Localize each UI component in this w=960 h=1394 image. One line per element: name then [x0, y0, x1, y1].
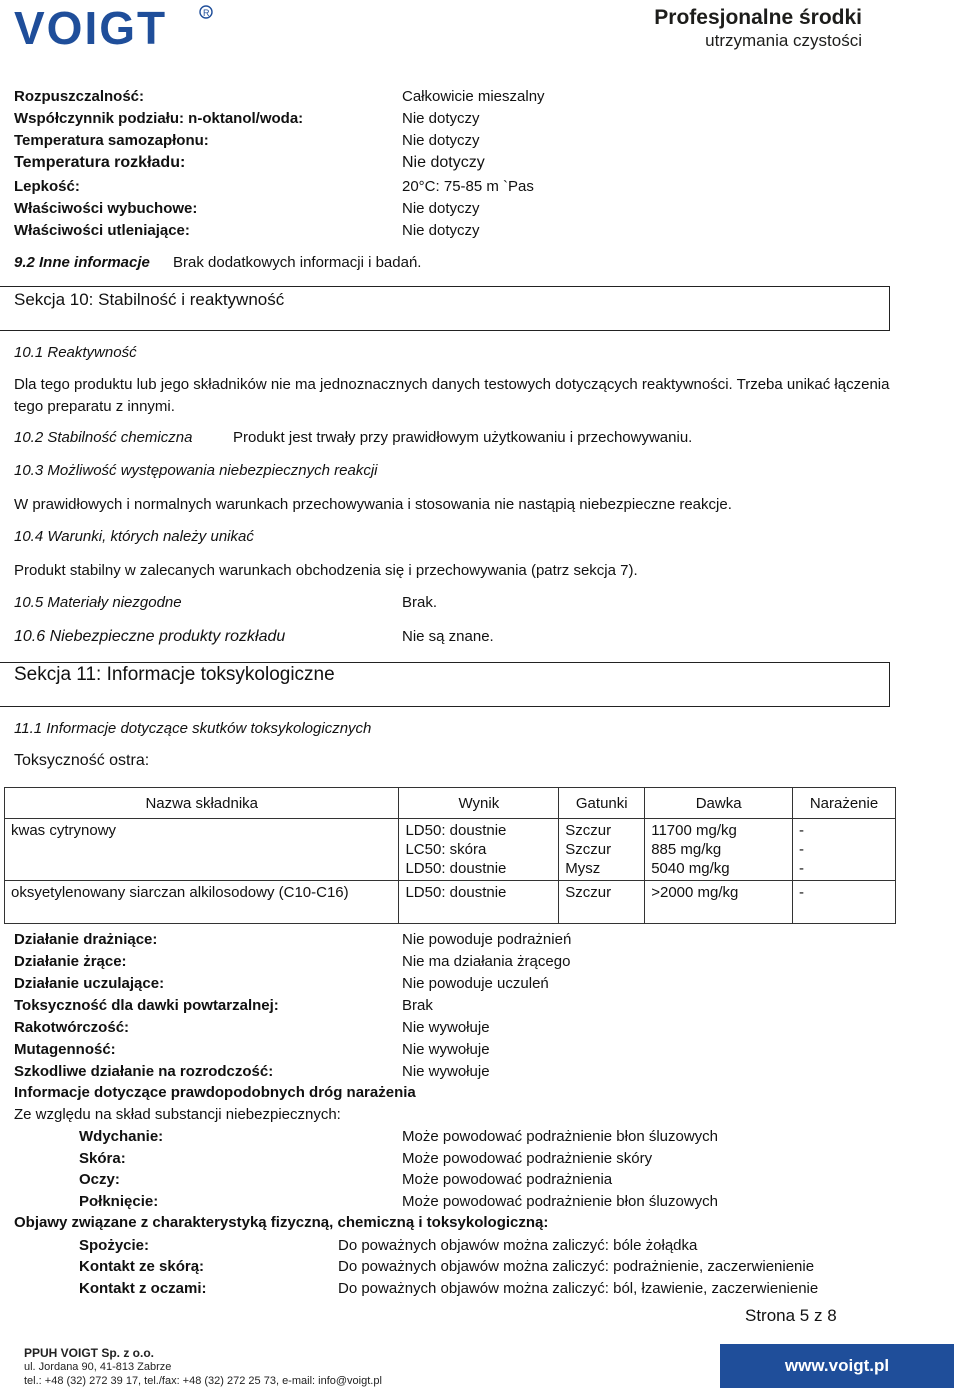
- symptoms-title: Objawy związane z charakterystyką fizyczną, chemiczną i toksykologiczną:: [14, 1214, 549, 1231]
- brand-title: Profesjonalne środki: [654, 6, 862, 29]
- column-header: Gatunki: [559, 788, 645, 819]
- effect-label: Mutagenność:: [14, 1041, 116, 1058]
- cell-text: LD50: doustnie: [405, 822, 507, 839]
- prop-value: Nie dotyczy: [402, 154, 485, 171]
- effect-label: Działanie drażniące:: [14, 931, 158, 948]
- table-cell: [559, 881, 645, 924]
- effect-label: Rakotwórczość:: [14, 1019, 130, 1036]
- subsection-10-6-text: Nie są znane.: [402, 628, 494, 645]
- route-value: Może powodować podrażnienie błon śluzowych: [402, 1193, 719, 1210]
- table-cell: [399, 881, 559, 924]
- prop-value: 20°C: 75-85 m `Pas: [402, 178, 534, 195]
- symptom-label: Spożycie:: [79, 1237, 150, 1254]
- table-cell: [5, 819, 399, 881]
- table-cell: [559, 819, 645, 881]
- subsection-10-2-text: Produkt jest trwały przy prawidłowym użytkowaniu i przechowywaniu.: [233, 429, 693, 446]
- table-cell: [793, 819, 896, 881]
- routes-title: Informacje dotyczące prawdopodobnych dróg narażenia: [14, 1084, 416, 1101]
- prop-value: Całkowicie mieszalny: [402, 88, 545, 105]
- footer-website-link[interactable]: www.voigt.pl: [720, 1344, 954, 1388]
- cell-text: 11700 mg/kg: [651, 822, 737, 839]
- page-number: Strona 5 z 8: [745, 1306, 837, 1325]
- symptom-value: Do poważnych objawów można zaliczyć: ból, łzawienie, zaczerwienienie: [338, 1280, 819, 1297]
- table-header-row: [5, 788, 896, 819]
- route-value: Może powodować podrażnienie błon śluzowych: [402, 1128, 719, 1145]
- effect-value: Nie wywołuje: [402, 1063, 490, 1080]
- prop-label: Temperatura rozkładu:: [14, 154, 186, 171]
- subsection-10-1-title: 10.1 Reaktywność: [14, 344, 137, 361]
- prop-label: Właściwości utleniające:: [14, 222, 190, 239]
- subsection-10-2-title: 10.2 Stabilność chemiczna: [14, 429, 193, 446]
- prop-value: Nie dotyczy: [402, 222, 480, 239]
- subsection-9-2-text: Brak dodatkowych informacji i badań.: [173, 254, 422, 271]
- prop-label: Właściwości wybuchowe:: [14, 200, 198, 217]
- cell-text: oksyetylenowany siarczan alkilosodowy (C10-C16): [11, 884, 349, 901]
- subsection-10-4-text: Produkt stabilny w zalecanych warunkach obchodzenia się i przechowywania (patrz sekcja 7).: [14, 562, 638, 579]
- column-header: Dawka: [645, 788, 793, 819]
- svg-text:R: R: [203, 8, 210, 18]
- table-cell: [645, 881, 793, 924]
- brand-subtitle: utrzymania czystości: [705, 31, 862, 50]
- effect-value: Brak: [402, 997, 433, 1014]
- cell-text: Szczur: [565, 884, 612, 901]
- prop-value: Nie dotyczy: [402, 200, 480, 217]
- subsection-10-1-text: Dla tego produktu lub jego składników nie ma jednoznacznych danych testowych dotyczących reaktywności. Trzeba unikać łączenia tego preparatu z innymi.: [14, 376, 890, 415]
- cell-text: Szczur: [565, 822, 612, 839]
- section-10-header: [0, 286, 890, 331]
- cell-text: >2000 mg/kg: [651, 884, 739, 901]
- footer-company: PPUH VOIGT Sp. z o.o.: [24, 1346, 155, 1360]
- cell-text: LD50: doustnie: [405, 884, 507, 901]
- column-header: Wynik: [399, 788, 559, 819]
- effect-label: Toksyczność dla dawki powtarzalnej:: [14, 997, 279, 1014]
- cell-text: -: [799, 860, 805, 877]
- table-row: [5, 881, 896, 924]
- route-label: Połknięcie:: [79, 1193, 159, 1210]
- toxicity-table: [4, 787, 896, 924]
- acute-toxicity-label: Toksyczność ostra:: [14, 752, 150, 769]
- column-header: Narażenie: [793, 788, 896, 819]
- cell-text: -: [799, 884, 805, 901]
- subsection-10-5-title: 10.5 Materiały niezgodne: [14, 594, 182, 611]
- footer-contact: tel.: +48 (32) 272 39 17, tel./fax: +48 (32) 272 25 73, e-mail: info@voigt.pl: [24, 1375, 382, 1387]
- prop-label: Temperatura samozapłonu:: [14, 132, 209, 149]
- symptom-label: Kontakt z oczami:: [79, 1280, 207, 1297]
- route-value: Może powodować podrażnienie skóry: [402, 1150, 653, 1167]
- effect-value: Nie powoduje podrażnień: [402, 931, 572, 948]
- cell-text: kwas cytrynowy: [11, 822, 117, 839]
- table-cell: [645, 819, 793, 881]
- subsection-10-3-text: W prawidłowych i normalnych warunkach przechowywania i stosowania nie nastąpią niebezpieczne reakcje.: [14, 496, 732, 513]
- subsection-9-2-title: 9.2 Inne informacje: [14, 254, 150, 271]
- section-11-header: [0, 662, 890, 707]
- section-11-title: Sekcja 11: Informacje toksykologiczne: [14, 664, 335, 685]
- effect-label: Działanie żrące:: [14, 953, 127, 970]
- cell-text: Mysz: [565, 860, 601, 877]
- subsection-10-3-title: 10.3 Możliwość występowania niebezpiecznych reakcji: [14, 462, 378, 479]
- effect-value: Nie wywołuje: [402, 1019, 490, 1036]
- symptom-value: Do poważnych objawów można zaliczyć: podrażnienie, zaczerwienienie: [338, 1258, 815, 1275]
- route-value: Może powodować podrażnienia: [402, 1171, 613, 1188]
- prop-value: Nie dotyczy: [402, 132, 480, 149]
- column-header: Nazwa składnika: [5, 788, 399, 819]
- cell-text: LC50: skóra: [405, 841, 487, 858]
- prop-label: Rozpuszczalność:: [14, 88, 145, 105]
- effect-value: Nie wywołuje: [402, 1041, 490, 1058]
- symptom-value: Do poważnych objawów można zaliczyć: bóle żołądka: [338, 1237, 698, 1254]
- section-10-title: Sekcja 10: Stabilność i reaktywność: [14, 290, 285, 309]
- cell-text: Szczur: [565, 841, 612, 858]
- cell-text: -: [799, 822, 805, 839]
- cell-text: 885 mg/kg: [651, 841, 722, 858]
- prop-label: Współczynnik podziału: n-oktanol/woda:: [14, 110, 304, 127]
- cell-text: LD50: doustnie: [405, 860, 507, 877]
- svg-text:VOIGT: VOIGT: [14, 4, 168, 50]
- table-cell: [5, 881, 399, 924]
- table-row: [5, 819, 896, 881]
- effect-value: Nie ma działania żrącego: [402, 953, 571, 970]
- footer-address: ul. Jordana 90, 41-813 Zabrze: [24, 1361, 172, 1373]
- prop-value: Nie dotyczy: [402, 110, 480, 127]
- table-cell: [399, 819, 559, 881]
- route-label: Wdychanie:: [79, 1128, 164, 1145]
- cell-text: 5040 mg/kg: [651, 860, 730, 877]
- effect-label: Działanie uczulające:: [14, 975, 165, 992]
- prop-label: Lepkość:: [14, 178, 80, 195]
- subsection-10-6-title: 10.6 Niebezpieczne produkty rozkładu: [14, 628, 286, 645]
- subsection-11-1-title: 11.1 Informacje dotyczące skutków toksykologicznych: [14, 720, 372, 737]
- voigt-logo: [14, 4, 214, 50]
- cell-text: -: [799, 841, 805, 858]
- route-label: Skóra:: [79, 1150, 126, 1167]
- footer-company-info: [24, 1346, 382, 1388]
- effect-value: Nie powoduje uczuleń: [402, 975, 549, 992]
- symptom-label: Kontakt ze skórą:: [79, 1258, 205, 1275]
- routes-intro: Ze względu na skład substancji niebezpiecznych:: [14, 1106, 341, 1123]
- table-cell: [793, 881, 896, 924]
- route-label: Oczy:: [79, 1171, 120, 1188]
- subsection-10-4-title: 10.4 Warunki, których należy unikać: [14, 528, 254, 545]
- subsection-10-5-text: Brak.: [402, 594, 438, 611]
- effect-label: Szkodliwe działanie na rozrodczość:: [14, 1063, 274, 1080]
